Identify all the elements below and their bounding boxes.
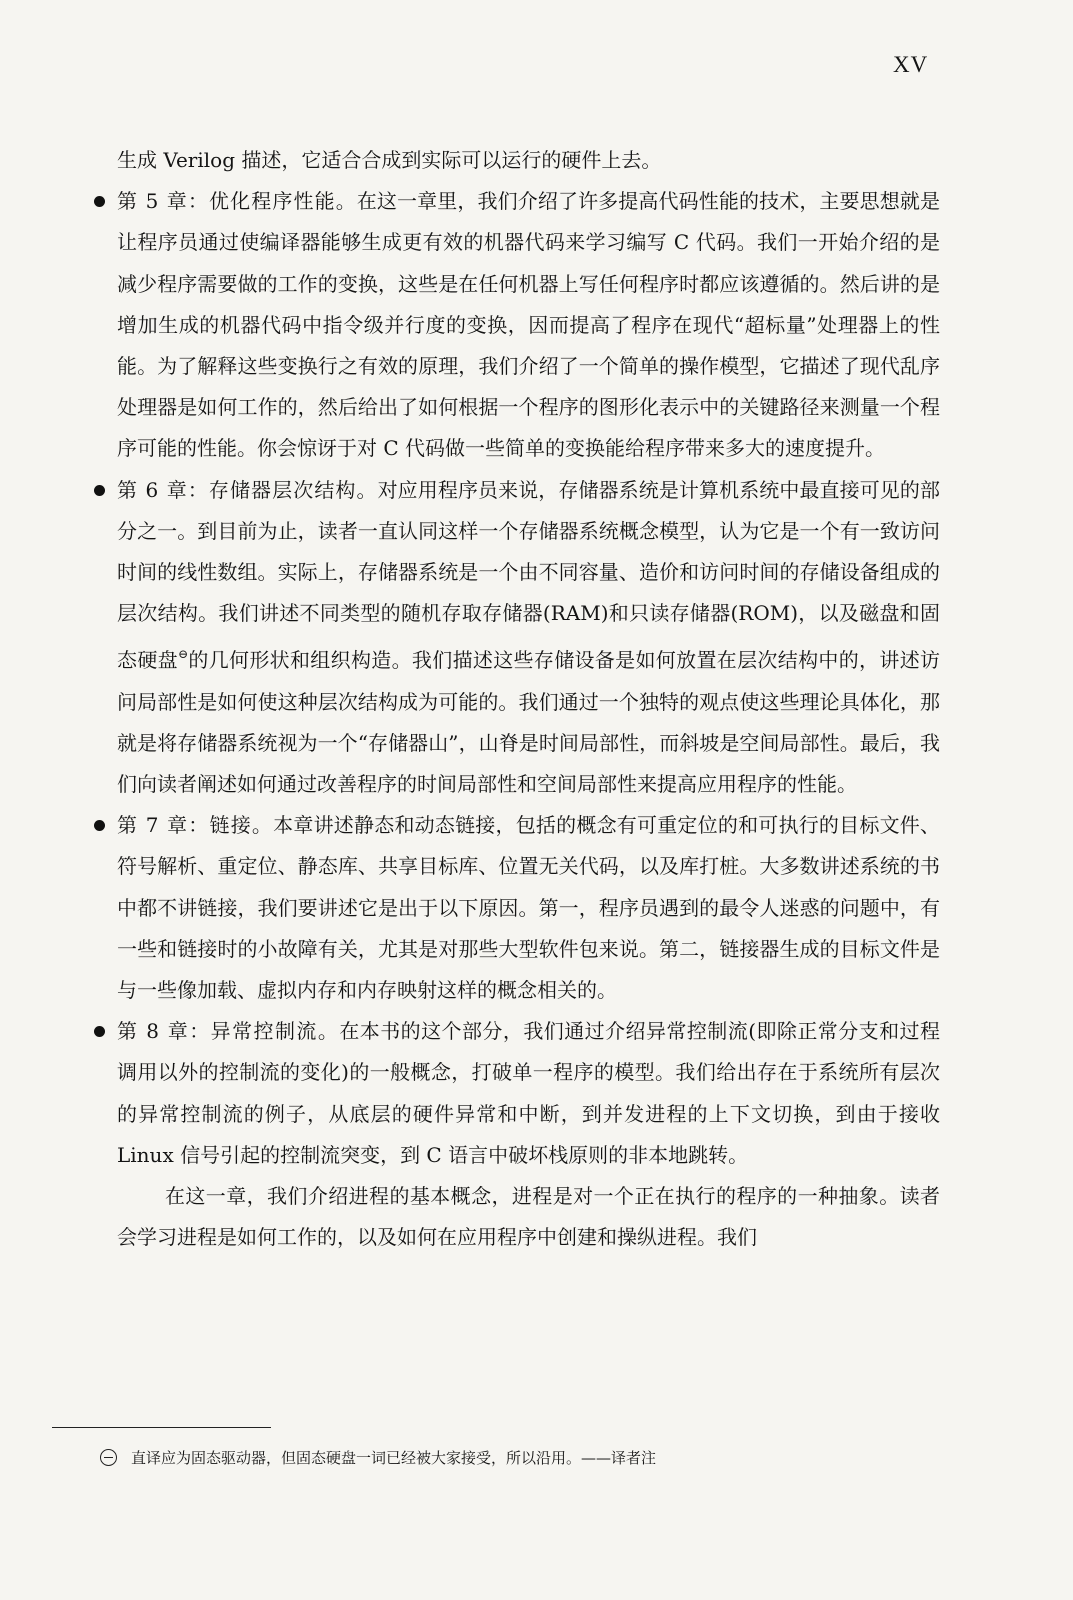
bullet-icon bbox=[94, 196, 105, 207]
footnote-text: 直译应为固态驱动器，但固态硬盘一词已经被大家接受，所以沿用。——译者注 bbox=[131, 1449, 657, 1467]
footnote-marker-icon bbox=[100, 1449, 117, 1466]
chapter-7-body: 本章讲述静态和动态链接，包括的概念有可重定位的和可执行的目标文件、符号解析、重定位、静态库、共享目标库、位置无关代码，以及库打桩。大多数讲述系统的书中都不讲链接，我们要讲述它是出于以下原因。第一，程序员遇到的最令人迷惑的问题中，有一些和链接时的小故障有关，尤其是对那些大型软件包来说。第二，链接器生成的目标文件是与一些像加载、虚拟内存和内存映射这样的概念相关的。 bbox=[117, 813, 940, 1003]
footnote bbox=[100, 1447, 940, 1469]
chapter-6-heading: 第 6 章：存储器层次结构。 bbox=[117, 477, 378, 502]
chapter-8-body: 在本书的这个部分，我们通过介绍异常控制流(即除正常分支和过程调用以外的控制流的变化)的一般概念，打破单一程序的模型。我们给出存在于系统所有层次的异常控制流的例子，从底层的硬件异常和中断，到并发进程的上下文切换，到由于接收 Linux 信号引起的控制流突变，到 C 语言中破坏栈原则的非本地跳转。 bbox=[117, 1019, 940, 1167]
chapter-6-body-part2: 的几何形状和组织构造。我们描述这些存储设备是如何放置在层次结构中的，讲述访问局部性是如何使这种层次结构成为可能的。我们通过一个独特的观点使这些理论具体化，那就是将存储器系统视为一个“存储器山”，山脊是时间局部性，而斜坡是空间局部性。最后，我们向读者阐述如何通过改善程序的时间局部性和空间局部性来提高应用程序的性能。 bbox=[117, 648, 941, 797]
chapter-5-heading: 第 5 章：优化程序性能。 bbox=[117, 189, 357, 214]
chapter-8-continuation: 在这一章，我们介绍进程的基本概念，进程是对一个正在执行的程序的一种抽象。读者会学习进程是如何工作的，以及如何在应用程序中创建和操纵进程。我们 bbox=[117, 1184, 940, 1250]
bullet-icon bbox=[94, 1026, 105, 1037]
chapter-6-item bbox=[90, 470, 940, 806]
bullet-icon bbox=[94, 820, 105, 831]
chapter-5-body: 在这一章里，我们介绍了许多提高代码性能的技术，主要思想就是让程序员通过使编译器能够生成更有效的机器代码来学习编写 C 代码。我们一开始介绍的是减少程序需要做的工作的变换，这些是在任何机器上写任何程序时都应该遵循的。然后讲的是增加生成的机器代码中指令级并行度的变换，因而提高了程序在现代“超标量”处理器上的性能。为了解释这些变换行之有效的原理，我们介绍了一个简单的操作模型，它描述了现代乱序处理器是如何工作的，然后给出了如何根据一个程序的图形化表示中的关键路径来测量一个程序可能的性能。你会惊讶于对 C 代码做一些简单的变换能给程序带来多大的速度提升。 bbox=[117, 189, 940, 461]
chapter-8-heading: 第 8 章：异常控制流。 bbox=[117, 1019, 340, 1044]
page-body bbox=[90, 140, 940, 1258]
chapter-8-item bbox=[90, 1011, 940, 1176]
continuation-paragraph: 生成 Verilog 描述，它适合合成到实际可以运行的硬件上去。 bbox=[117, 148, 662, 172]
chapter-7-item bbox=[90, 805, 940, 1011]
footnote-reference: ⊖ bbox=[177, 647, 189, 662]
page-number: XV bbox=[893, 52, 929, 77]
chapter-6-body-part1: 对应用程序员来说，存储器系统是计算机系统中最直接可见的部分之一。到目前为止，读者一直认同这样一个存储器系统概念模型，认为它是一个有一致访问时间的线性数组。实际上，存储器系统是一个由不同容量、造价和访问时间的存储设备组成的层次结构。我们讲述不同类型的随机存取存储器(RAM)和只读存储器(ROM)，以及磁盘和固态硬盘 bbox=[117, 477, 940, 673]
footnote-divider bbox=[52, 1427, 271, 1428]
bullet-icon bbox=[94, 485, 105, 496]
chapter-5-item bbox=[90, 181, 940, 469]
chapter-7-heading: 第 7 章：链接。 bbox=[117, 813, 274, 838]
